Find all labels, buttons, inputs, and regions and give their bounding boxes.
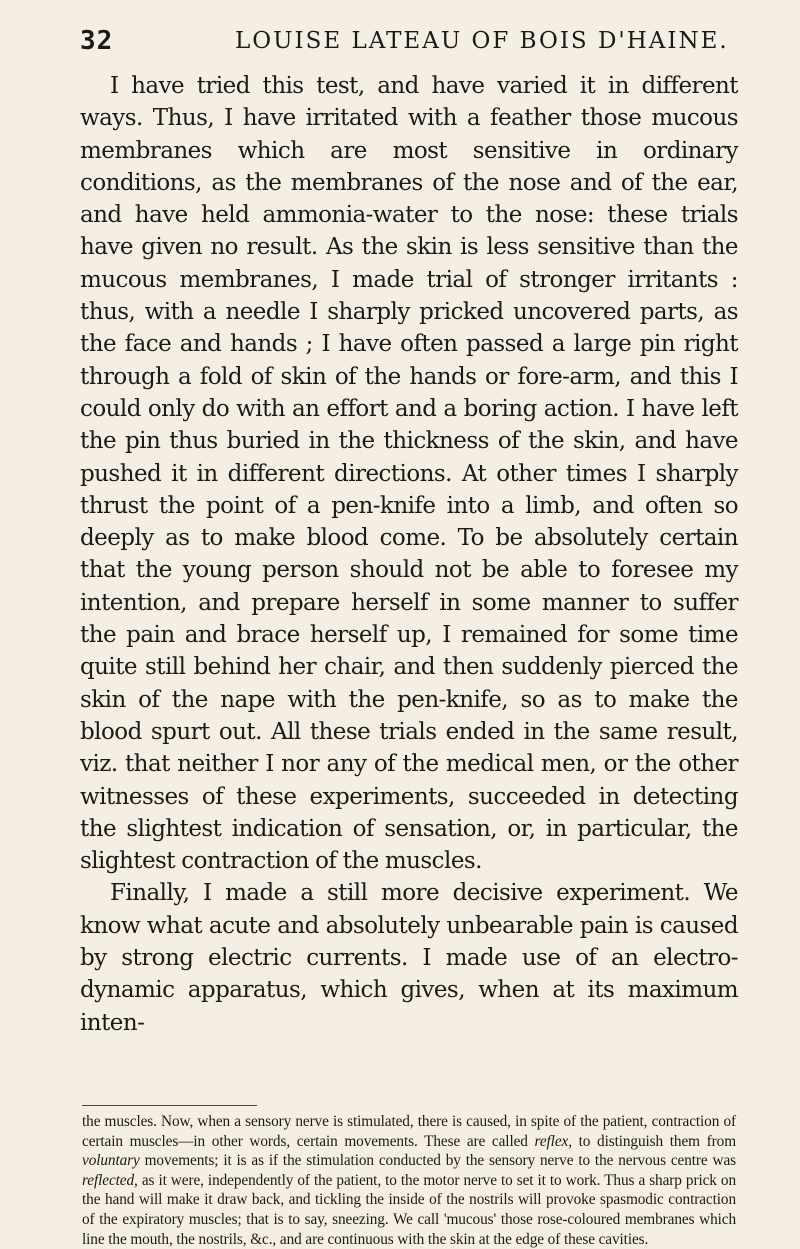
footnote-italic-reflected: reflected (82, 1171, 135, 1189)
footnote-paragraph (82, 1112, 736, 1249)
footnote-text: , as it were, independently of the patient, to the motor nerve to set it to work. Thus a sharp prick on the hand will make it draw back, and tickling the inside of the nostrils will provoke spasmodic contraction of the expiratory muscles; that is to say, sneezing. We call 'mucous' those rose-coloured membranes which line the mouth, the nostrils, &c., and are continuous with the skin at the edge of these cavities. (82, 1171, 736, 1248)
footnote-rule (82, 1105, 257, 1106)
page-number: 32 (80, 26, 114, 56)
footnote-italic-voluntary: voluntary (82, 1152, 140, 1170)
body-paragraph: I have tried this test, and have varied it in different ways. Thus, I have irritated with a feather those mucous membranes which are most sensitive in ordinary conditions, as the membranes of the nose and of the ear, and have held ammonia-water to the nose: these trials have given no result. As the skin is less sensitive than the mucous membranes, I made trial of stronger irritants : thus, with a needle I sharply pricked uncovered parts, as the face and hands ; I have often passed a large pin right through a fold of skin of the hands or fore-arm, and this I could only do with an effort and a boring action. I have left the pin thus buried in the thickness of the skin, and have pushed it in different directions. At other times I sharply thrust the point of a pen-knife into a limb, and often so deeply as to make blood come. To be absolutely certain that the young person should not be able to foresee my intention, and prepare herself in some manner to suffer the pain and brace herself up, I remained for some time quite still behind her chair, and then suddenly pierced the skin of the nape with the pen-knife, so as to make the blood spurt out. All these trials ended in the same result, viz. that neither I nor any of the medical men, or the other witnesses of these experiments, succeeded in detecting the slightest indication of sensation, or, in particular, the slightest contraction of the muscles. (80, 73, 738, 875)
running-title: LOUISE LATEAU OF BOIS D'HAINE. (235, 28, 729, 54)
footnote (82, 1112, 736, 1249)
main-text (80, 70, 738, 1039)
footnote-italic-reflex: reflex (534, 1132, 569, 1150)
body-paragraph: Finally, I made a still more decisive experiment. We know what acute and absolutely unbearable pain is caused by strong electric currents. I made use of an electro-dynamic apparatus, which gives, when at its maximum inten- (80, 880, 738, 1036)
footnote-text: , to distinguish them from (568, 1132, 737, 1150)
footnote-text: the muscles. Now, when a sensory nerve is stimulated, there is caused, in spite of the patient, contraction of certain muscles—in other words, certain movements. These are called (82, 1113, 736, 1150)
footnote-text: movements; it is as if the stimulation conducted by the sensory nerve to the nervous centre was (139, 1152, 736, 1170)
running-head (80, 26, 800, 56)
